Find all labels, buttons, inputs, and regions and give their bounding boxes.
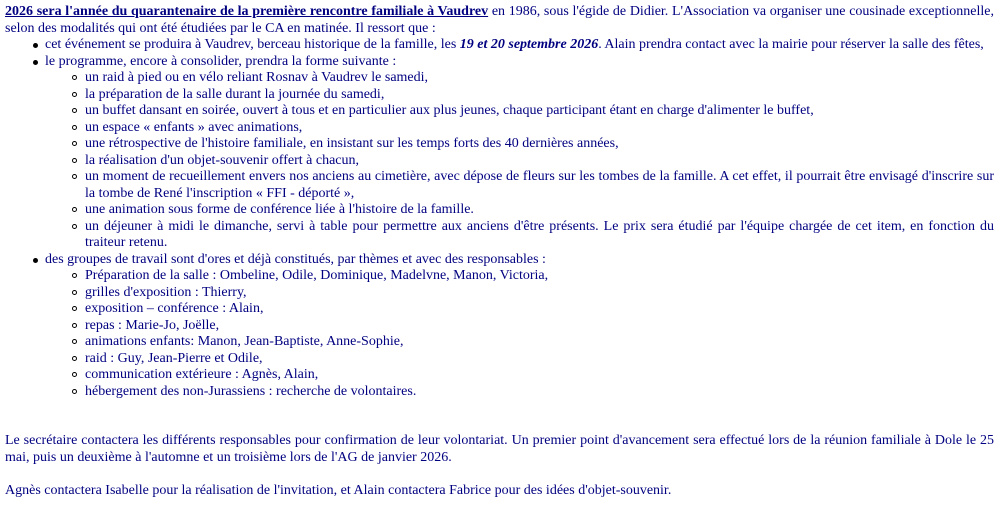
contacts-paragraph: Agnès contactera Isabelle pour la réalisation de l'invitation, et Alain contactera Fabrice pour des idées d'objet-souvenir. [5,483,672,498]
program-item: un déjeuner à midi le dimanche, servi à table pour permettre aux anciens d'être présents. Le prix sera étudié par l'équipe chargée de cet item, en fonction du traiteur retenu. [67,219,994,252]
program-list [45,70,994,252]
group-item: hébergement des non-Jurassiens : recherche de volontaires. [67,384,994,401]
spacer [5,400,994,433]
bullet-program [27,54,994,252]
group-item: raid : Guy, Jean-Pierre et Odile, [67,351,994,368]
group-item: animations enfants: Manon, Jean-Baptiste, Anne-Sophie, [67,334,994,351]
program-item: un raid à pied ou en vélo reliant Rosnav à Vaudrev le samedi, [67,70,994,87]
intro-paragraph [5,4,994,37]
event-dates: 19 et 20 septembre 2026 [459,37,599,52]
program-item: une animation sous forme de conférence liée à l'histoire de la famille. [67,202,994,219]
program-item: un buffet dansant en soirée, ouvert à tous et en particulier aux plus jeunes, chaque participant étant en charge d'alimenter le buffet, [67,103,994,120]
group-item: exposition – conférence : Alain, [67,301,994,318]
group-item: communication extérieure : Agnès, Alain, [67,367,994,384]
group-item: repas : Marie-Jo, Joëlle, [67,318,994,335]
group-item: grilles d'exposition : Thierry, [67,285,994,302]
main-bullet-list [5,37,994,400]
event-text-before: cet événement se produira à Vaudrev, berceau historique de la famille, les [45,37,460,52]
program-item: un espace « enfants » avec animations, [67,120,994,137]
event-text-after: . Alain prendra contact avec la mairie pour réserver la salle des fêtes, [598,37,984,52]
program-item: la préparation de la salle durant la journée du samedi, [67,87,994,104]
group-item: Préparation de la salle : Ombeline, Odile, Dominique, Madelvne, Manon, Victoria, [67,268,994,285]
secretary-paragraph: Le secrétaire contactera les différents responsables pour confirmation de leur volontariat. Un premier point d'avancement sera effectué lors de la réunion familiale à Dole le 25 mai, puis un deuxième à l'automne et un troisième lors de l'AG de janvier 2026. [5,433,994,465]
intro-text: en 1986, sous l'égide de Didier. L'Association va organiser une cousinade exceptionnelle, selon des modalités qui ont été étudiées par le CA en matinée. Il ressort que : [5,4,994,36]
bullet-event [27,37,994,54]
program-item: un moment de recueillement envers nos anciens au cimetière, avec dépose de fleurs sur les tombes de la famille. A cet effet, il pourrait être envisagé d'inscrire sur la tombe de René l'inscription « FFI - déporté », [67,169,994,202]
spacer [5,466,994,483]
program-item: la réalisation d'un objet-souvenir offert à chacun, [67,153,994,170]
program-item: une rétrospective de l'histoire familiale, en insistant sur les temps forts des 40 dernières années, [67,136,994,153]
groups-list [45,268,994,400]
bullet-groups [27,252,994,401]
intro-headline: 2026 sera l'année du quarantenaire de la première rencontre familiale à Vaudrev [5,4,489,19]
groups-label: des groupes de travail sont d'ores et déjà constitués, par thèmes et avec des responsables : [45,251,546,267]
program-label: le programme, encore à consolider, prendra la forme suivante : [45,53,397,69]
